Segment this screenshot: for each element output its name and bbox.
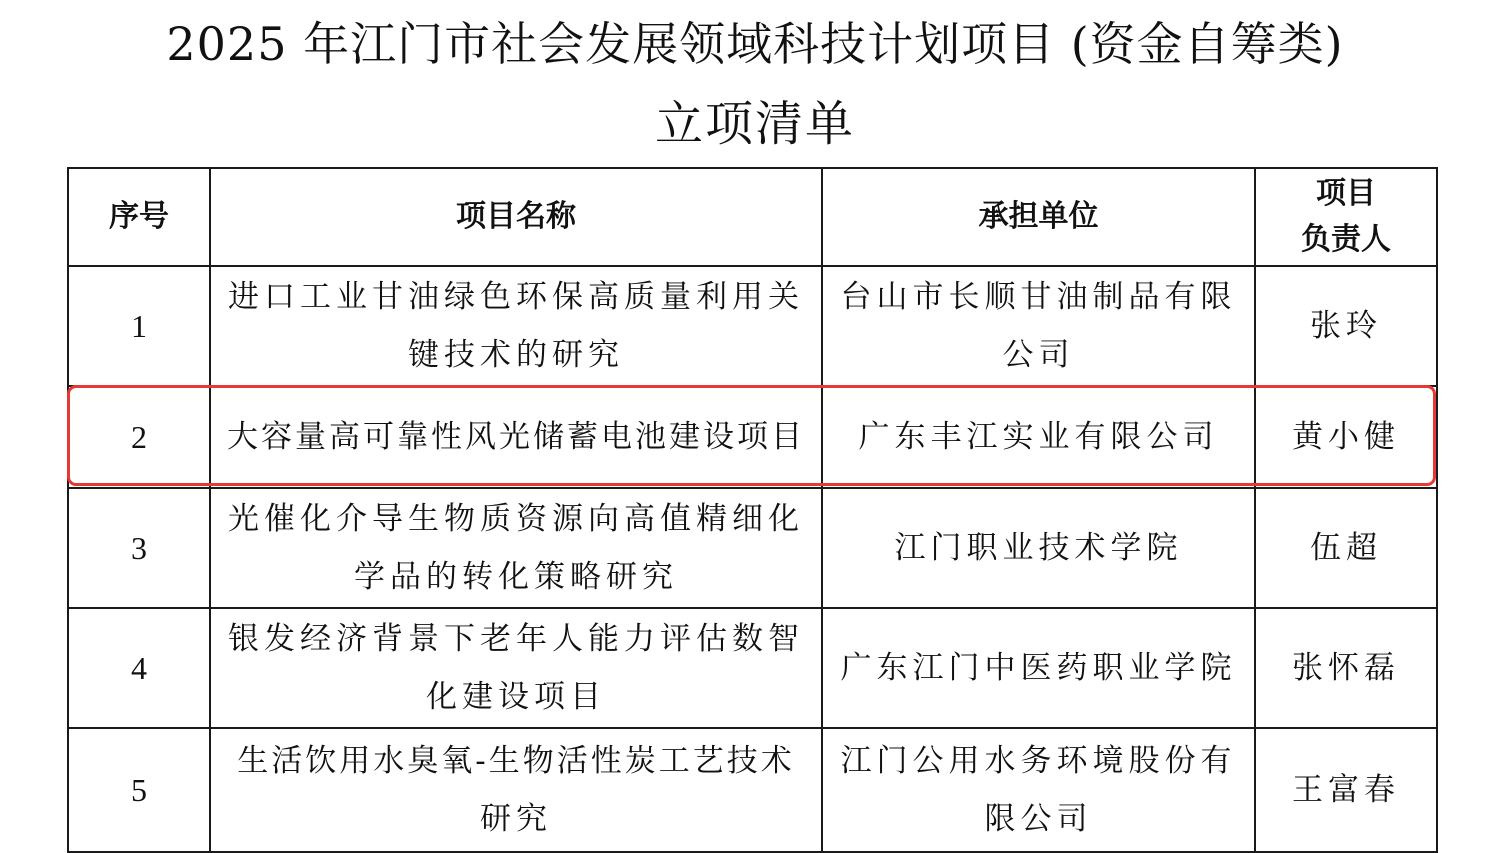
unit-cell: 广东丰江实业有限公司: [822, 386, 1255, 488]
leader-cell: 黄小健: [1255, 386, 1437, 488]
unit-cell: [822, 266, 1255, 386]
header-no: 序号: [68, 168, 210, 266]
header-unit: 承担单位: [822, 168, 1255, 266]
header-project-name: 项目名称: [210, 168, 822, 266]
project-name-line: 生活饮用水臭氧-生物活性炭工艺技术: [237, 743, 795, 779]
header-leader-line1: 项目: [1316, 176, 1376, 211]
row-number: 3: [68, 488, 210, 608]
unit-line: 台山市长顺甘油制品有限: [840, 279, 1237, 315]
table-row: [68, 266, 1437, 386]
project-name-line: 光催化介导生物质资源向高值精细化: [228, 501, 804, 537]
table-row: [68, 728, 1437, 852]
leader-cell: 伍超: [1255, 488, 1437, 608]
unit-line: 公司: [1002, 337, 1075, 373]
project-name-line: 学品的转化策略研究: [354, 559, 678, 595]
project-name-cell: [210, 728, 822, 852]
project-name-line: 银发经济背景下老年人能力评估数智: [228, 621, 804, 657]
unit-line: 限公司: [984, 801, 1093, 837]
row-number: 5: [68, 728, 210, 852]
leader-cell: 王富春: [1255, 728, 1437, 852]
row-number: 2: [68, 386, 210, 488]
document-title: 2025 年江门市社会发展领域科技计划项目 (资金自筹类): [166, 17, 1344, 71]
table-row: [68, 608, 1437, 728]
project-name-line: 键技术的研究: [408, 337, 624, 373]
table-row: [68, 386, 1437, 488]
header-leader: [1255, 168, 1437, 266]
row-number: 1: [68, 266, 210, 386]
table-header-row: [68, 168, 1437, 266]
project-name-cell: [210, 266, 822, 386]
unit-cell: 广东江门中医药职业学院: [822, 608, 1255, 728]
leader-cell: 张玲: [1255, 266, 1437, 386]
project-name-cell: 大容量高可靠性风光储蓄电池建设项目: [210, 386, 822, 488]
unit-cell: 江门职业技术学院: [822, 488, 1255, 608]
project-list-table: [67, 167, 1438, 853]
project-name-cell: [210, 608, 822, 728]
unit-line: 江门公用水务环境股份有: [840, 743, 1237, 779]
leader-cell: 张怀磊: [1255, 608, 1437, 728]
document-subtitle: 立项清单: [654, 96, 855, 152]
table-row: [68, 488, 1437, 608]
unit-cell: [822, 728, 1255, 852]
project-name-line: 化建设项目: [426, 679, 606, 715]
header-leader-line2: 负责人: [1301, 222, 1391, 257]
project-name-cell: [210, 488, 822, 608]
project-name-line: 进口工业甘油绿色环保高质量利用关: [228, 279, 804, 315]
row-number: 4: [68, 608, 210, 728]
project-name-line: 研究: [480, 801, 552, 837]
